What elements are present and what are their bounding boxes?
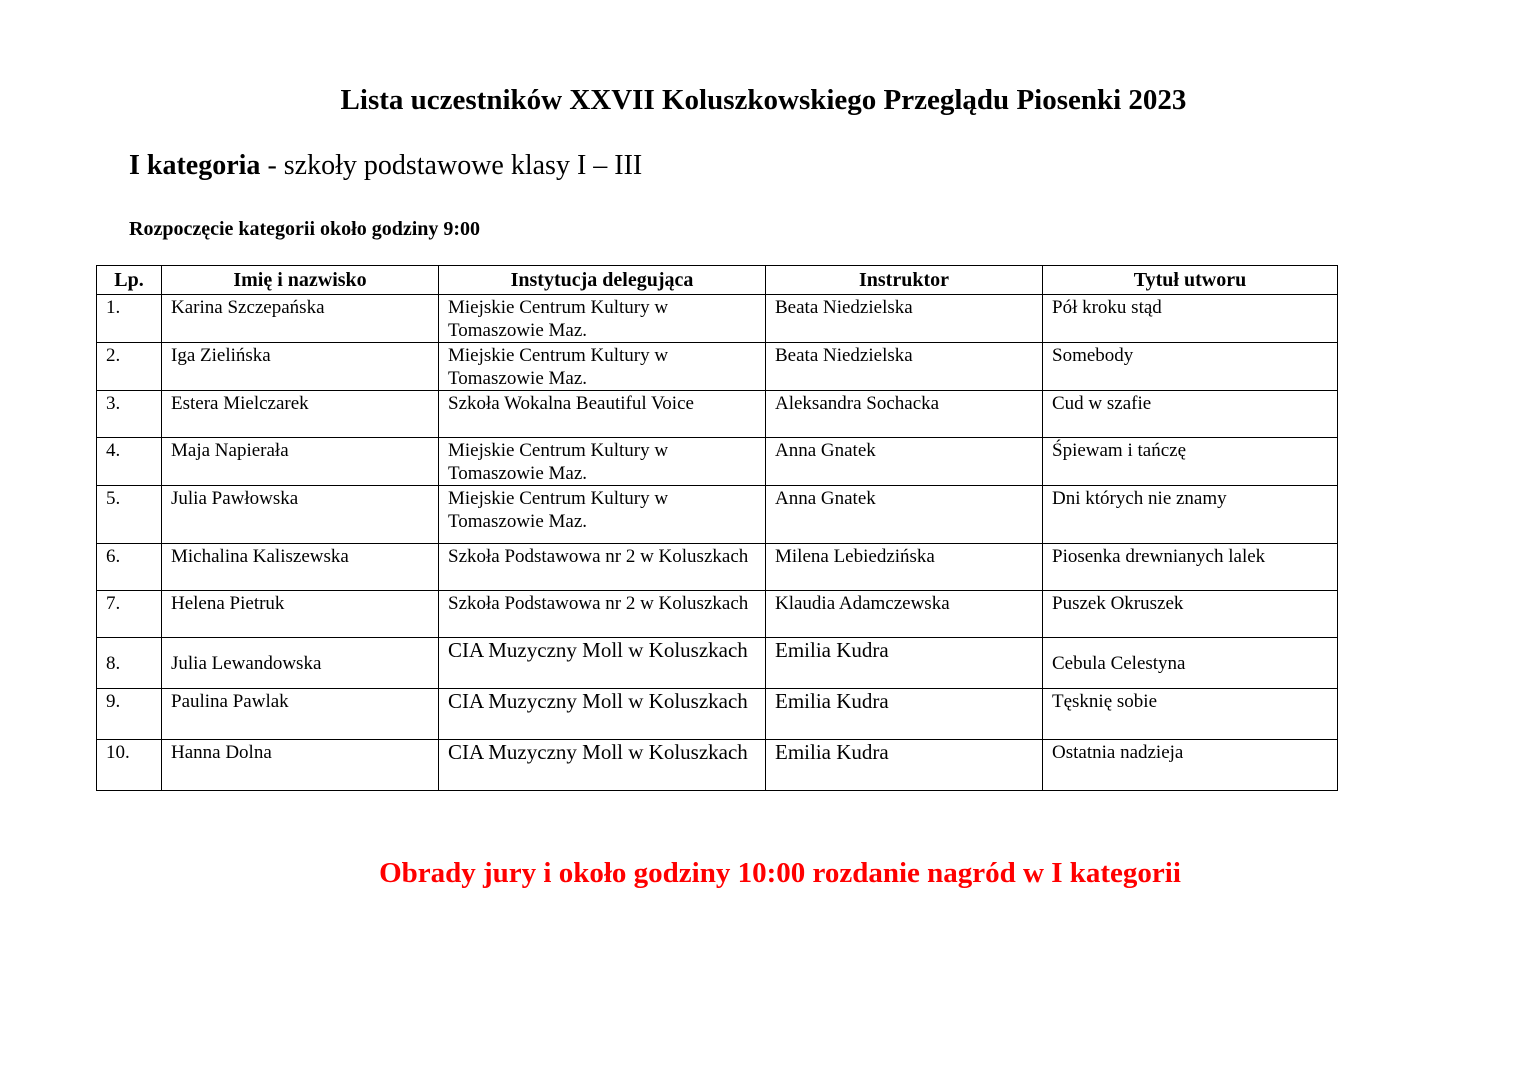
table-row bbox=[97, 689, 1338, 740]
page-title: Lista uczestników XXVII Koluszkowskiego Przeglądu Piosenki 2023 bbox=[340, 84, 1187, 116]
cell-lp: 4. bbox=[97, 438, 162, 486]
cell-name: Julia Lewandowska bbox=[162, 638, 439, 689]
cell-lp: 8. bbox=[97, 638, 162, 689]
cell-lp: 3. bbox=[97, 391, 162, 438]
cell-song: Pół kroku stąd bbox=[1043, 295, 1338, 343]
cell-name: Maja Napierała bbox=[162, 438, 439, 486]
cell-instructor: Beata Niedzielska bbox=[766, 343, 1043, 391]
cell-lp: 7. bbox=[97, 591, 162, 638]
cell-institution: Szkoła Podstawowa nr 2 w Koluszkach bbox=[439, 544, 766, 591]
cell-song: Somebody bbox=[1043, 343, 1338, 391]
cell-instructor: Aleksandra Sochacka bbox=[766, 391, 1043, 438]
cell-name: Helena Pietruk bbox=[162, 591, 439, 638]
start-time-note: Rozpoczęcie kategorii około godziny 9:00 bbox=[129, 218, 481, 240]
participants-table bbox=[96, 265, 1338, 791]
cell-lp: 2. bbox=[97, 343, 162, 391]
table-row bbox=[97, 391, 1338, 438]
cell-instructor: Anna Gnatek bbox=[766, 486, 1043, 544]
cell-name: Michalina Kaliszewska bbox=[162, 544, 439, 591]
cell-song: Dni których nie znamy bbox=[1043, 486, 1338, 544]
cell-lp: 5. bbox=[97, 486, 162, 544]
cell-institution: Miejskie Centrum Kultury w Tomaszowie Maz. bbox=[439, 438, 766, 486]
cell-song: Piosenka drewnianych lalek bbox=[1043, 544, 1338, 591]
cell-instructor: Emilia Kudra bbox=[766, 638, 1043, 689]
cell-name: Julia Pawłowska bbox=[162, 486, 439, 544]
table-header-row bbox=[97, 266, 1338, 295]
cell-institution: CIA Muzyczny Moll w Koluszkach bbox=[439, 740, 766, 791]
cell-instructor: Milena Lebiedzińska bbox=[766, 544, 1043, 591]
table-row bbox=[97, 591, 1338, 638]
cell-instructor: Klaudia Adamczewska bbox=[766, 591, 1043, 638]
cell-institution: Miejskie Centrum Kultury w Tomaszowie Maz. bbox=[439, 486, 766, 544]
header-instructor: Instruktor bbox=[766, 266, 1043, 295]
header-song: Tytuł utworu bbox=[1043, 266, 1338, 295]
cell-lp: 10. bbox=[97, 740, 162, 791]
cell-instructor: Beata Niedzielska bbox=[766, 295, 1043, 343]
category-description: - szkoły podstawowe klasy I – III bbox=[260, 150, 643, 181]
cell-institution: Szkoła Wokalna Beautiful Voice bbox=[439, 391, 766, 438]
cell-institution: CIA Muzyczny Moll w Koluszkach bbox=[439, 689, 766, 740]
cell-instructor: Emilia Kudra bbox=[766, 689, 1043, 740]
category-name: I kategoria bbox=[129, 150, 261, 181]
cell-institution: Szkoła Podstawowa nr 2 w Koluszkach bbox=[439, 591, 766, 638]
cell-name: Paulina Pawlak bbox=[162, 689, 439, 740]
cell-lp: 1. bbox=[97, 295, 162, 343]
cell-name: Hanna Dolna bbox=[162, 740, 439, 791]
cell-song: Cebula Celestyna bbox=[1043, 638, 1338, 689]
cell-instructor: Emilia Kudra bbox=[766, 740, 1043, 791]
table-row bbox=[97, 486, 1338, 544]
cell-song: Tęsknię sobie bbox=[1043, 689, 1338, 740]
header-institution: Instytucja delegująca bbox=[439, 266, 766, 295]
category-heading bbox=[129, 148, 642, 184]
cell-institution: Miejskie Centrum Kultury w Tomaszowie Maz. bbox=[439, 295, 766, 343]
cell-lp: 6. bbox=[97, 544, 162, 591]
header-name: Imię i nazwisko bbox=[162, 266, 439, 295]
header-lp: Lp. bbox=[97, 266, 162, 295]
table-row bbox=[97, 638, 1338, 689]
cell-song: Śpiewam i tańczę bbox=[1043, 438, 1338, 486]
cell-song: Cud w szafie bbox=[1043, 391, 1338, 438]
cell-song: Ostatnia nadzieja bbox=[1043, 740, 1338, 791]
cell-name: Karina Szczepańska bbox=[162, 295, 439, 343]
jury-note: Obrady jury i około godziny 10:00 rozdanie nagród w I kategorii bbox=[379, 857, 1181, 889]
cell-song: Puszek Okruszek bbox=[1043, 591, 1338, 638]
cell-instructor: Anna Gnatek bbox=[766, 438, 1043, 486]
table-row bbox=[97, 343, 1338, 391]
table-row bbox=[97, 295, 1338, 343]
table-row bbox=[97, 544, 1338, 591]
table-row bbox=[97, 740, 1338, 791]
cell-lp: 9. bbox=[97, 689, 162, 740]
cell-name: Iga Zielińska bbox=[162, 343, 439, 391]
cell-institution: CIA Muzyczny Moll w Koluszkach bbox=[439, 638, 766, 689]
cell-name: Estera Mielczarek bbox=[162, 391, 439, 438]
table-row bbox=[97, 438, 1338, 486]
cell-institution: Miejskie Centrum Kultury w Tomaszowie Maz. bbox=[439, 343, 766, 391]
